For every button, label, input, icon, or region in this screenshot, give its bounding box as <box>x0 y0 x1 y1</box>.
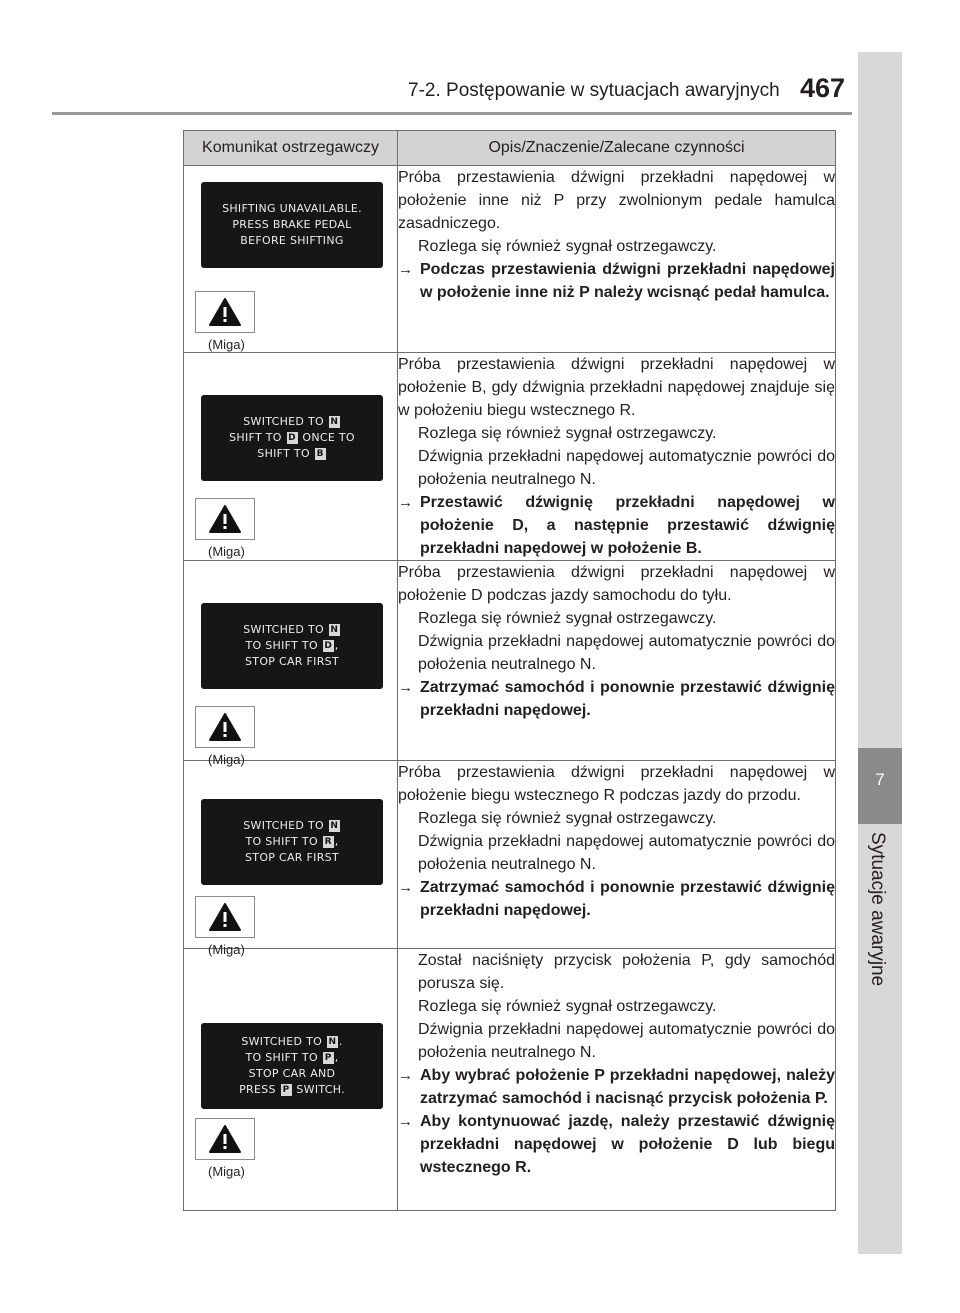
warning-triangle-icon <box>208 1124 242 1154</box>
display-text: STOP CAR FIRST <box>245 851 339 864</box>
side-tab-label: Sytuacje awaryjne <box>867 832 888 987</box>
display-text: BEFORE SHIFTING <box>240 234 344 247</box>
side-tab-chapter-number: 7 <box>875 770 885 789</box>
display-line <box>246 834 339 850</box>
arrow-right-icon: → <box>398 1067 413 1084</box>
gear-indicator: N <box>330 417 339 427</box>
display-text: SHIFTING UNAVAILABLE. <box>222 202 362 215</box>
blink-label: (Miga) <box>208 942 245 957</box>
recommended-action <box>398 1064 835 1110</box>
display-text: , <box>334 835 339 848</box>
display-text: TO SHIFT TO <box>245 835 322 848</box>
description-cell <box>398 353 836 561</box>
description-note: Rozlega się również sygnał ostrzegawczy. <box>418 610 717 627</box>
description-note: Został naciśnięty przycisk położenia P, gdy samochód porusza się. <box>418 952 835 992</box>
display-line <box>257 446 326 462</box>
display-text: , <box>334 1051 339 1064</box>
display-text: TO SHIFT TO <box>245 1051 322 1064</box>
display-line <box>240 233 343 249</box>
warning-message-cell <box>184 949 398 1211</box>
warning-message-table <box>183 130 836 1211</box>
display-line <box>245 850 339 866</box>
display-screen <box>201 799 383 885</box>
description-note: Rozlega się również sygnał ostrzegawczy. <box>418 810 717 827</box>
display-line <box>243 622 341 638</box>
table-row <box>184 761 836 949</box>
gear-indicator: P <box>281 1084 292 1096</box>
display-line <box>239 1082 345 1098</box>
display-text: SWITCHED TO <box>243 415 328 428</box>
description-note: Dźwignia przekładni napędowej automatycznie powróci do położenia neutralnego N. <box>418 1021 835 1061</box>
column-header-description: Opis/Znaczenie/Zalecane czynności <box>398 131 836 166</box>
description-cell <box>398 949 836 1211</box>
table-row <box>184 561 836 761</box>
table-row <box>184 166 836 353</box>
recommended-action <box>398 1110 835 1179</box>
display-line <box>249 1066 336 1082</box>
action-text: Aby kontynuować jazdę, należy przestawić dźwignię przekładni napędowej w położenie D lub biegu wstecznego R. <box>420 1113 835 1176</box>
header-rule <box>52 112 852 115</box>
arrow-right-icon: → <box>398 679 413 696</box>
table-row <box>184 949 836 1211</box>
blink-label: (Miga) <box>208 337 245 352</box>
action-text: Zatrzymać samochód i ponownie przestawić dźwignię przekładni napędowej. <box>420 879 835 919</box>
gear-indicator: D <box>324 641 333 651</box>
action-text: Przestawić dźwignię przekładni napędowej w położenie D, a następnie przestawić dźwignię przekładni napędowej w położenie B. <box>420 494 835 557</box>
display-line <box>229 430 355 446</box>
blink-label: (Miga) <box>208 1164 245 1179</box>
description-note: Dźwignia przekładni napędowej automatycznie powróci do położenia neutralnego N. <box>418 833 835 873</box>
arrow-right-icon: → <box>398 494 413 511</box>
warning-triangle-icon <box>208 297 242 327</box>
description-text: Próba przestawienia dźwigni przekładni napędowej w położenie biegu wstecznego R podczas jazdy do przodu. <box>398 764 835 804</box>
table-row <box>184 353 836 561</box>
gear-indicator: N <box>330 625 339 635</box>
display-line <box>241 1034 342 1050</box>
warning-indicator-box <box>195 1118 255 1160</box>
warning-indicator-box <box>195 896 255 938</box>
table-header-row <box>184 131 836 166</box>
arrow-right-icon: → <box>398 261 413 278</box>
display-screen <box>201 603 383 689</box>
display-text: SWITCH. <box>292 1083 345 1096</box>
display-line <box>245 654 339 670</box>
recommended-action <box>398 491 835 560</box>
action-text: Podczas przestawienia dźwigni przekładni napędowej w położenie inne niż P należy wcisnąć pedał hamulca. <box>420 261 835 301</box>
gear-indicator: D <box>288 433 296 443</box>
display-text: SWITCHED TO <box>241 1035 326 1048</box>
display-text: STOP CAR AND <box>248 1067 336 1080</box>
gear-indicator: N <box>330 821 339 831</box>
description-note: Rozlega się również sygnał ostrzegawczy. <box>418 998 717 1015</box>
recommended-action <box>398 876 835 922</box>
description-note: Rozlega się również sygnał ostrzegawczy. <box>418 238 717 255</box>
arrow-right-icon: → <box>398 1113 413 1130</box>
display-text: , <box>334 639 339 652</box>
display-line <box>243 414 341 430</box>
blink-label: (Miga) <box>208 752 245 767</box>
description-note: Dźwignia przekładni napędowej automatycznie powróci do położenia neutralnego N. <box>418 633 835 673</box>
display-line <box>243 818 341 834</box>
display-text: PRESS BRAKE PEDAL <box>232 218 352 231</box>
gear-indicator: N <box>328 1037 337 1047</box>
display-text: SHIFT TO <box>229 431 286 444</box>
description-note: Dźwignia przekładni napędowej automatycznie powróci do położenia neutralnego N. <box>418 448 835 488</box>
display-screen <box>201 1023 383 1109</box>
description-cell <box>398 561 836 761</box>
display-text: SWITCHED TO <box>243 623 328 636</box>
header-title: 7-2. Postępowanie w sytuacjach awaryjnych <box>408 80 780 101</box>
display-text: ONCE TO <box>298 431 355 444</box>
warning-message-cell <box>184 761 398 957</box>
display-text: TO SHIFT TO <box>245 639 322 652</box>
blink-label: (Miga) <box>208 544 245 559</box>
display-line <box>232 217 351 233</box>
display-text: PRESS <box>239 1083 280 1096</box>
gear-indicator: B <box>316 449 324 459</box>
warning-indicator-box <box>195 291 255 333</box>
side-tab-upper <box>858 52 902 748</box>
warning-message-cell <box>184 166 398 353</box>
display-text: SHIFT TO <box>257 447 314 460</box>
page-number: 467 <box>800 73 846 103</box>
description-note: Rozlega się również sygnał ostrzegawczy. <box>418 425 717 442</box>
description-text: Próba przestawienia dźwigni przekładni napędowej w położenie D podczas jazdy samochodu do tyłu. <box>398 564 835 604</box>
display-screen <box>201 395 383 481</box>
warning-message-cell <box>184 561 398 767</box>
action-text: Aby wybrać położenie P przekładni napędowej, należy zatrzymać samochód i nacisnąć przycisk położenia P. <box>420 1067 835 1107</box>
recommended-action <box>398 676 835 722</box>
warning-triangle-icon <box>208 504 242 534</box>
warning-triangle-icon <box>208 902 242 932</box>
description-cell <box>398 761 836 949</box>
column-header-message: Komunikat ostrzegawczy <box>184 131 398 166</box>
description-text: Próba przestawienia dźwigni przekładni napędowej w położenie inne niż P przy zwolnionym pedale hamulca zasadniczego. <box>398 169 835 232</box>
display-line <box>246 638 339 654</box>
gear-indicator: P <box>323 1052 334 1064</box>
display-line <box>246 1050 339 1066</box>
display-text: SWITCHED TO <box>243 819 328 832</box>
warning-indicator-box <box>195 498 255 540</box>
action-text: Zatrzymać samochód i ponownie przestawić dźwignię przekładni napędowej. <box>420 679 835 719</box>
display-text: . <box>338 1035 343 1048</box>
warning-indicator-box <box>195 706 255 748</box>
display-screen <box>201 182 383 268</box>
warning-message-cell <box>184 353 398 561</box>
warning-triangle-icon <box>208 712 242 742</box>
arrow-right-icon: → <box>398 879 413 896</box>
description-cell <box>398 166 836 353</box>
gear-indicator: R <box>324 837 332 847</box>
description-text: Próba przestawienia dźwigni przekładni napędowej w położenie B, gdy dźwignia przekładni napędowej znajduje się w położeniu biegu wstecznego R. <box>398 356 835 419</box>
display-text: STOP CAR FIRST <box>245 655 339 668</box>
recommended-action <box>398 258 835 304</box>
display-line <box>222 201 362 217</box>
